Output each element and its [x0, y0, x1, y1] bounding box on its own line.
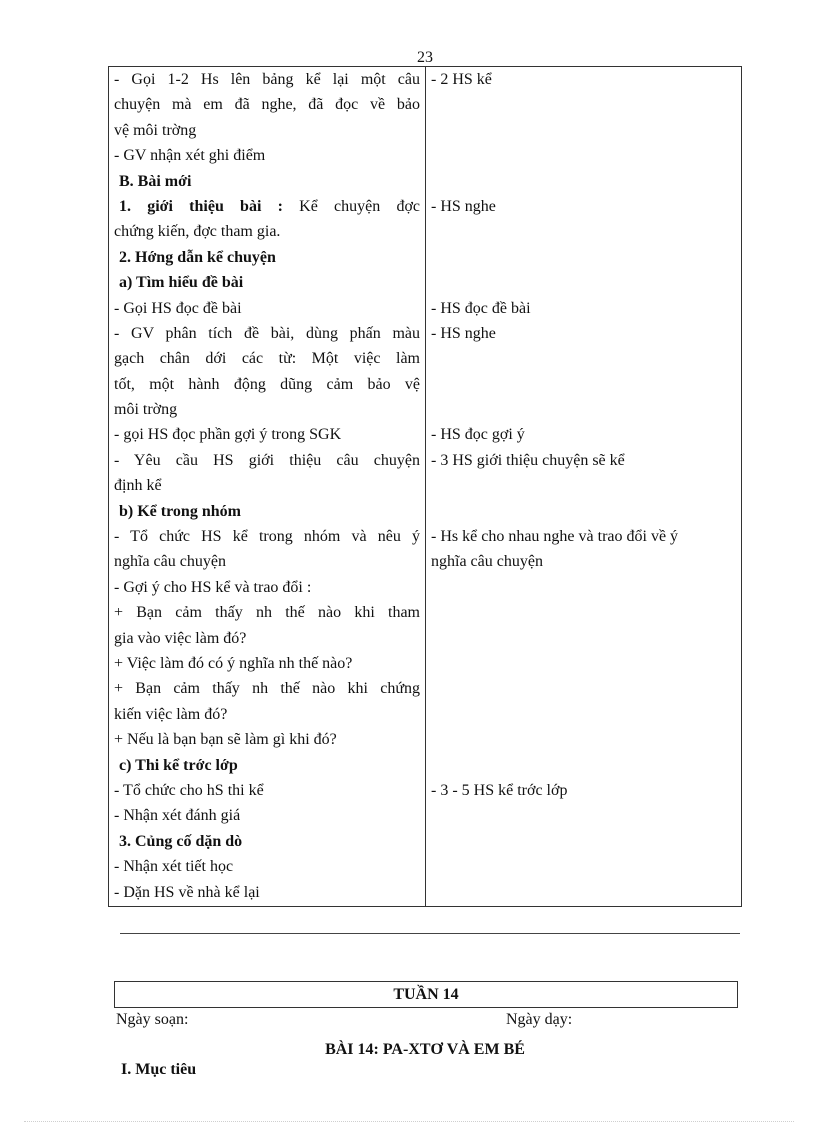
student-line: [431, 499, 737, 524]
objectives-heading: I. Mục tiêu: [121, 1061, 197, 1078]
student-line: [431, 626, 737, 651]
teacher-line: kiến việc làm đó?: [114, 705, 228, 723]
prepared-date-label: Ngày soạn:: [116, 1011, 189, 1028]
student-line: [431, 575, 737, 600]
teacher-line: - GV nhận xét ghi điểm: [114, 147, 266, 165]
lesson-plan-table: [108, 66, 742, 907]
teacher-line: + Bạn cảm thấy nh thế nào khi chứng: [114, 680, 420, 698]
teacher-line: - Nhận xét tiết học: [114, 858, 234, 876]
teacher-line: c) Thi kể trớc lớp: [119, 756, 238, 774]
student-line: [431, 676, 737, 701]
page-number: 23: [417, 49, 433, 66]
teacher-line: a) Tìm hiểu đề bài: [119, 274, 244, 292]
teacher-line: - Dặn HS về nhà kể lại: [114, 883, 260, 901]
student-activities-column: [431, 67, 737, 803]
week-header: TUẦN 14: [114, 981, 738, 1008]
student-line: [431, 245, 737, 270]
student-line: - HS nghe: [431, 197, 496, 215]
teacher-line: - Tổ chức HS kể trong nhóm và nêu ý: [114, 528, 420, 546]
lesson-title: BÀI 14: PA-XTƠ VÀ EM BÉ: [325, 1041, 525, 1058]
teacher-line: - Gọi 1-2 Hs lên bảng kể lại một câu: [114, 71, 420, 88]
student-line: - 3 HS giới thiệu chuyện sẽ kể: [431, 451, 625, 469]
teacher-line: - Gợi ý cho HS kể và trao đổi :: [114, 578, 312, 596]
teacher-line: 1. giới thiệu bài : Kể chuyện đợc: [119, 197, 420, 215]
teacher-line: chuyện mà em đã nghe, đã đọc về bảo: [114, 96, 420, 114]
student-line: [431, 651, 737, 676]
student-line: [431, 727, 737, 752]
student-line: [431, 219, 737, 244]
teacher-line: gạch chân dới các từ: Một việc làm: [114, 350, 420, 368]
student-line: [431, 372, 737, 397]
teacher-line: 2. Hớng dẫn kể chuyện: [119, 248, 276, 266]
section-separator: [120, 933, 740, 934]
student-line: [431, 753, 737, 778]
teacher-line: - Tổ chức cho hS thi kể: [114, 781, 264, 799]
teacher-line: gia vào việc làm đó?: [114, 629, 247, 647]
student-line: [431, 346, 737, 371]
student-line: [431, 92, 737, 117]
student-line: - HS nghe: [431, 324, 496, 342]
teacher-line: tốt, một hành động dũng cảm bảo vệ: [114, 375, 420, 393]
teacher-line: - gọi HS đọc phần gợi ý trong SGK: [114, 426, 342, 444]
teacher-line: B. Bài mới: [119, 172, 192, 190]
teacher-line: môi trờng: [114, 401, 178, 419]
student-line: [431, 169, 737, 194]
student-line: - HS đọc đề bài: [431, 299, 531, 317]
page-bottom-rule: [24, 1121, 794, 1122]
student-line: [431, 143, 737, 168]
student-line: [431, 270, 737, 295]
teacher-line: 3. Củng cố dặn dò: [119, 832, 243, 850]
teacher-line: nghĩa câu chuyện: [114, 553, 226, 571]
student-line: - Hs kể cho nhau nghe và trao đổi về ý: [431, 528, 679, 546]
teacher-line: chứng kiến, đợc tham gia.: [114, 223, 281, 241]
student-line: - 2 HS kể: [431, 71, 492, 88]
teacher-line: - Yêu cầu HS giới thiệu câu chuyện: [114, 451, 420, 469]
student-line: - HS đọc gợi ý: [431, 426, 525, 444]
taught-date-label: Ngày dạy:: [506, 1011, 573, 1028]
student-line: [431, 118, 737, 143]
teacher-activities-column: [114, 67, 420, 905]
student-line: [431, 397, 737, 422]
teacher-line: + Nếu là bạn bạn sẽ làm gì khi đó?: [114, 731, 337, 749]
teacher-line-bold-part: 1. giới thiệu bài :: [119, 197, 283, 215]
student-line: [431, 702, 737, 727]
teacher-line: - Nhận xét đánh giá: [114, 807, 241, 825]
teacher-line: - Gọi HS đọc đề bài: [114, 299, 242, 317]
teacher-line: - GV phân tích đề bài, dùng phấn màu: [114, 324, 420, 342]
student-line: [431, 473, 737, 498]
teacher-line: định kể: [114, 477, 162, 495]
teacher-line: + Bạn cảm thấy nh thế nào khi tham: [114, 604, 420, 622]
teacher-line: b) Kể trong nhóm: [119, 502, 241, 520]
column-divider: [425, 67, 426, 906]
teacher-line: vệ môi trờng: [114, 121, 197, 139]
student-line: - 3 - 5 HS kể trớc lớp: [431, 781, 568, 799]
student-line: [431, 600, 737, 625]
teacher-line: + Việc làm đó có ý nghĩa nh thế nào?: [114, 654, 353, 672]
student-line: nghĩa câu chuyện: [431, 553, 543, 571]
